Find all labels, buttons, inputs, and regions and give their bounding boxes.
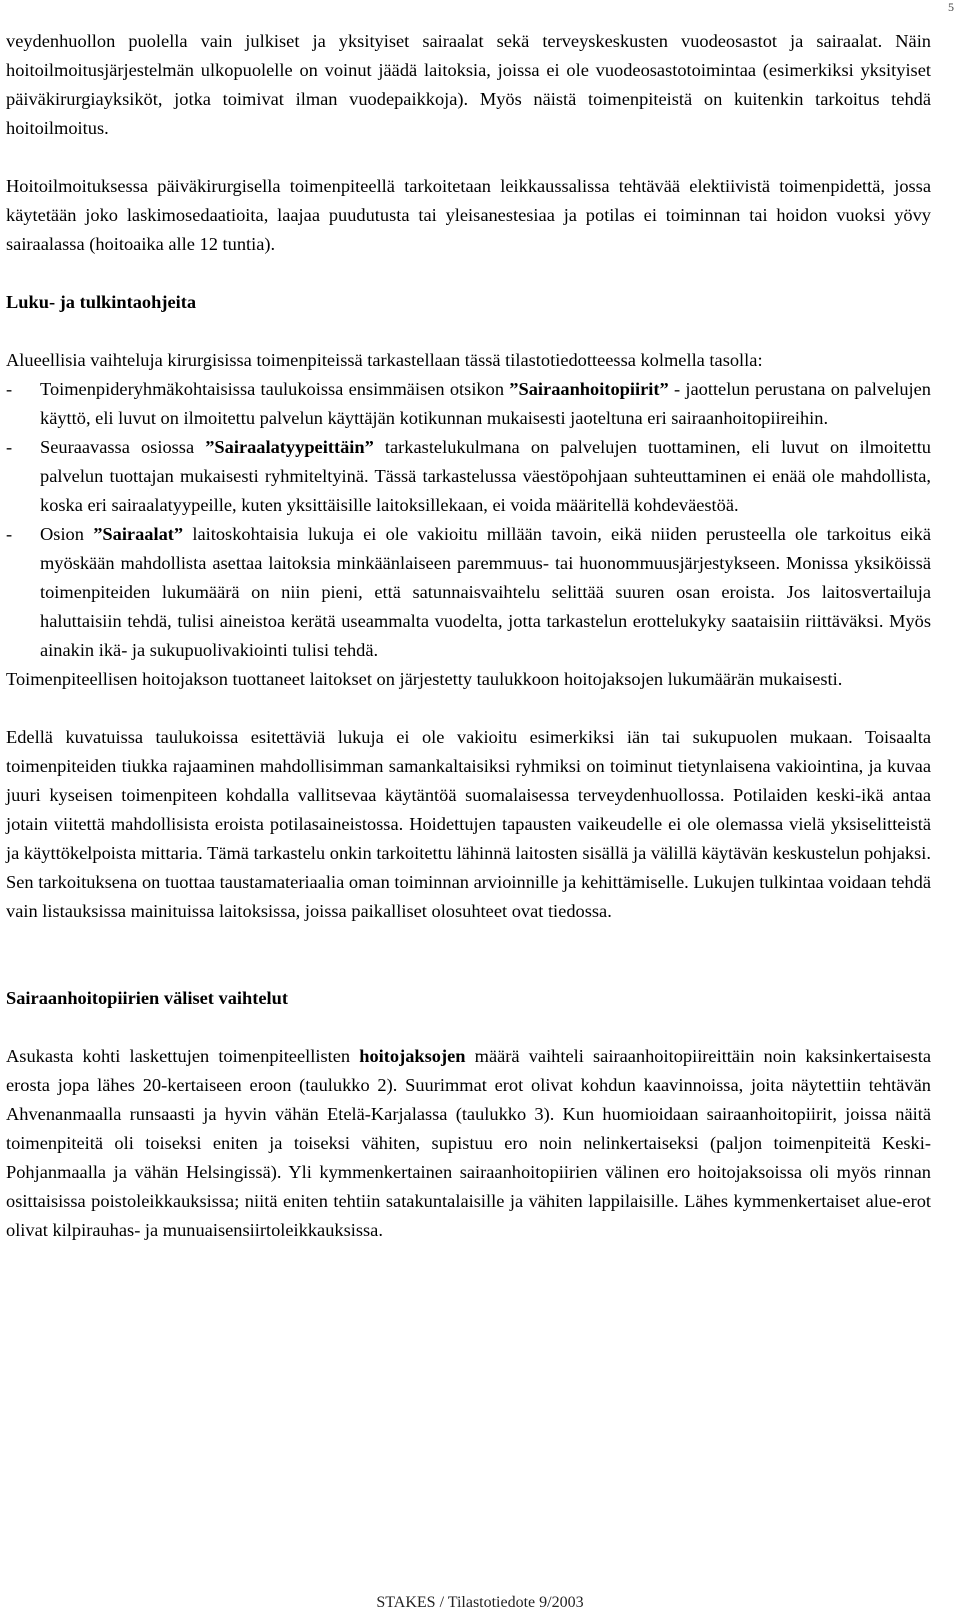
page-footer: STAKES / Tilastotiedote 9/2003	[376, 1594, 584, 1611]
paragraph-three-levels: Alueellisia vaihteluja kirurgisissa toimenpiteissä tarkastellaan tässä tilastotiedotteessa kolmella tasolla:	[6, 350, 763, 370]
list-item-text-before: Osion	[40, 524, 94, 544]
paragraph-intro-continuation: veydenhuollon puolella vain julkiset ja yksityiset sairaalat sekä terveyskeskusten vuodeosastot ja sairaalat. Näin hoitoilmoitusjärjestelmän ulkopuolelle on voinut jäädä laitoksia, joissa ei ole vuodeosastotoimintaa (esimerkiksi yksityiset päiväkirurgiayksiköt, jotka toimivat ilman vuodepaikkoja). Myös näistä toimenpiteistä on kuitenkin tarkoitus tehdä hoitoilmoitus.	[6, 31, 931, 138]
paragraph-table-ordering: Toimenpiteellisen hoitojakson tuottaneet laitokset on järjestetty taulukkoon hoitojaksojen lukumäärän mukaisesti.	[6, 669, 843, 689]
list-item-text-after: tarkastelukulmana on palvelujen tuottaminen, eli luvut on ilmoitettu palvelun tuottajan mukaisesti ryhmiteltyinä. Tässä tarkastelussa väestöpohjaan suhteuttaminen ei enää ole mahdollista, koska eri sairaalatyypeille, kuten yksittäisille laitoksillekaan, ei voida määritellä kohdeväestöä.	[40, 437, 931, 515]
list-item-text-after: - jaottelun perustana on palvelujen käyttö, eli luvut on ilmoitettu palvelun käyttäjän kotikunnan mukaisesti jaoteltuna eri sairaanhoitopiireihin.	[40, 379, 931, 428]
paragraph-day-surgery-definition: Hoitoilmoituksessa päiväkirurgisella toimenpiteellä tarkoitetaan leikkaussalissa tehtävää elektiivistä toimenpidettä, jossa käytetään joko laskimosedaatioita, laajaa puudutusta tai yleisanestesiaa ja potilas ei toiminnan tai hoidon vuoksi yövy sairaalassa (hoitoaika alle 12 tuntia).	[6, 176, 931, 254]
list-item-text	[40, 433, 931, 520]
list-item-text-after: laitoskohtaisia lukuja ei ole vakioitu millään tavoin, eikä niiden perusteella ole tarkoitus eikä myöskään mahdollista asettaa laitoksia minkäänlaiseen paremmuus- tai huonommuusjärjestykseen. Monissa yksiköissä toimenpiteiden lukumäärä on niin pieni, että satunnaisvaihtelu selittää suuren osan eroista. Jos laitosvertailuja haluttaisiin tehdä, tulisi aineistoa kerätä useammalta vuodelta, jotta tarkastelun erottelukyky saataisiin riittäväksi. Myös ainakin ikä- ja sukupuolivakiointi tulisi tehdä.	[40, 524, 931, 660]
heading-reading-guide: Luku- ja tulkintaohjeita	[6, 292, 197, 312]
list-item-text-before: Seuraavassa osiossa	[40, 437, 206, 457]
list-dash: -	[6, 524, 13, 544]
page-number: 5	[948, 0, 954, 14]
heading-regional-variation: Sairaanhoitopiirien väliset vaihtelut	[6, 988, 289, 1008]
list-item-text	[40, 375, 931, 433]
list-item-text	[40, 520, 931, 665]
list-item-emphasis: ”Sairaanhoitopiirit”	[509, 379, 669, 399]
list-dash: -	[6, 379, 13, 399]
paragraph-emphasis: hoitojaksojen	[359, 1046, 466, 1066]
list-item	[6, 375, 931, 433]
list-item	[6, 520, 931, 665]
list-item	[6, 433, 931, 520]
levels-list	[6, 375, 931, 665]
paragraph-text-before: Asukasta kohti laskettujen toimenpiteellisten	[6, 1046, 360, 1066]
paragraph-standardization: Edellä kuvatuissa taulukoissa esitettäviä lukuja ei ole vakioitu esimerkiksi iän tai sukupuolen mukaan. Toisaalta toimenpiteiden tiukka rajaaminen mahdollisimman samankaltaisiksi ryhmiksi on toiminut tietynlaisena vakiointina, ja kuvaa juuri kyseisen toimenpiteen kohdalla vallitsevaa käytäntöä suomalaisessa terveydenhuollossa. Potilaiden keski-ikä antaa jotain viitettä mahdollisista eroista potilasaineistossa. Hoidettujen tapausten vaikeudelle ei ole olemassa vielä yksiselitteistä ja käyttökelpoista mittaria. Tämä tarkastelu onkin tarkoitettu lähinnä laitosten sisällä ja välillä käytävän keskustelun pohjaksi. Sen tarkoituksena on tuottaa taustamateriaalia oman toiminnan arvioinnille ja kehittämiselle. Lukujen tulkintaa voidaan tehdä vain listauksissa mainituissa laitoksissa, joissa paikalliset olosuhteet ovat tiedossa.	[6, 727, 931, 921]
list-dash: -	[6, 437, 13, 457]
list-item-text-before: Toimenpideryhmäkohtaisissa taulukoissa ensimmäisen otsikon	[40, 379, 510, 399]
list-item-emphasis: ”Sairaalat”	[93, 524, 184, 544]
paragraph-text-after: määrä vaihteli sairaanhoitopiireittäin noin kaksinkertaisesta erosta jopa lähes 20-kertaiseen eroon (taulukko 2). Suurimmat erot olivat kohdun kaavinnoissa, joita näytettiin tehtävän Ahvenanmaalla runsaasti ja hyvin vähän Etelä-Karjalassa (taulukko 3). Kun huomioidaan sairaanhoitopiirit, joissa näitä toimenpiteitä oli toiseksi eniten ja toiseksi vähiten, supistuu ero noin nelinkertaiseksi (paljon toimenpiteitä Keski-Pohjanmaalla ja vähän Helsingissä). Yli kymmenkertainen sairaanhoitopiirien välinen ero hoitojaksoissa oli myös rinnan osittaisissa poistoleikkauksissa; niitä eniten tehtiin satakuntalaisille ja vähiten lappilaisille. Lähes kymmenkertaiset alue-erot olivat kilpirauhas- ja munuaisensiirtoleikkauksissa.	[6, 1046, 931, 1240]
page-content	[6, 27, 931, 1245]
paragraph-regional-variation	[6, 1042, 931, 1245]
list-item-emphasis: ”Sairaalatyypeittäin”	[205, 437, 374, 457]
